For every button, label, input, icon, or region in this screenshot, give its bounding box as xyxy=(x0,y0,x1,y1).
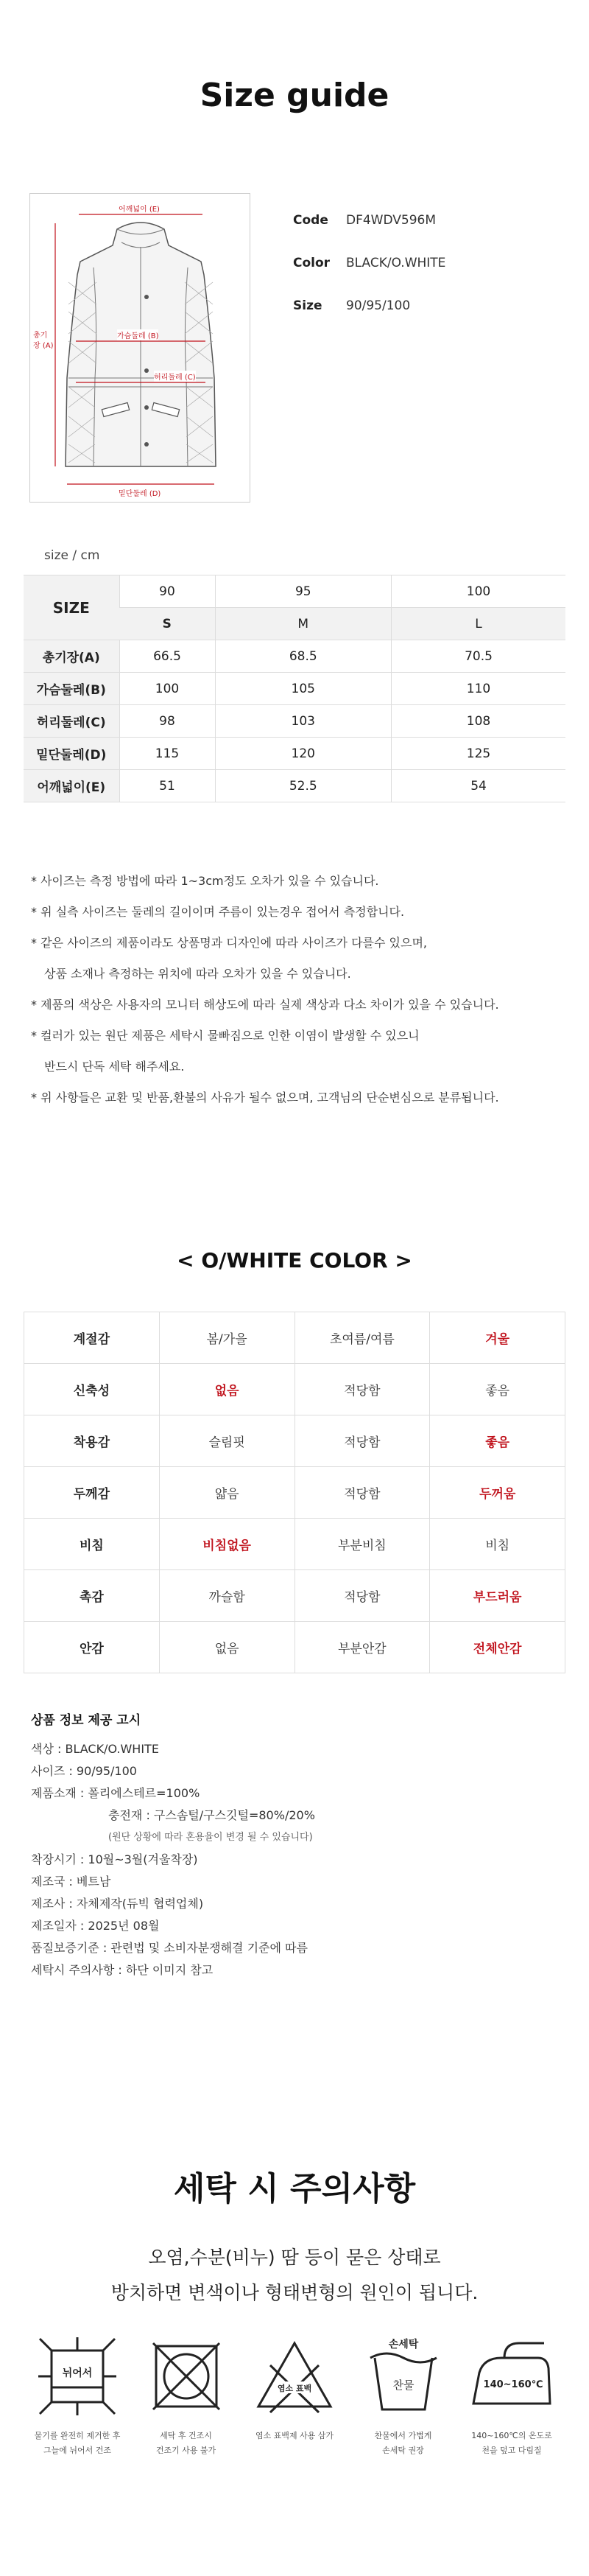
fabric-attributes-table xyxy=(24,1312,565,1673)
cell: 54 xyxy=(392,770,565,802)
size-header: SIZE xyxy=(24,575,119,640)
info-title: 상품 정보 제공 고시 xyxy=(31,1713,141,1728)
caption-line: 염소 표백제 사용 삼가 xyxy=(255,2431,334,2440)
care-item xyxy=(464,2336,560,2458)
attribute-option-selected: 비침없음 xyxy=(159,1519,294,1570)
size-letter: M xyxy=(215,608,392,640)
table-row xyxy=(24,1622,565,1673)
care-icons xyxy=(29,2336,560,2458)
dry-flat-icon xyxy=(37,2336,118,2417)
info-line: 착장시기 : 10월~3월(겨울착장) xyxy=(31,1852,198,1866)
attribute-option-selected: 좋음 xyxy=(430,1415,565,1467)
cell: 66.5 xyxy=(119,640,215,673)
wash-subtitle-line: 오염,수분(비누) 땀 등이 묻은 상태로 xyxy=(148,2247,441,2268)
note-line: * 위 사항들은 교환 및 반품,환불의 사유가 될수 없으며, 고객님의 단순변심으로 분류됩니다. xyxy=(31,1091,499,1105)
cell: 103 xyxy=(215,705,392,738)
note-line: 상품 소재나 측정하는 위치에 따라 오차가 있을 수 있습니다. xyxy=(44,967,351,981)
attribute-option: 적당함 xyxy=(294,1415,430,1467)
cell: 120 xyxy=(215,738,392,770)
size-table xyxy=(24,575,565,802)
table-row xyxy=(24,738,565,770)
spec-size xyxy=(293,293,445,318)
info-line: 사이즈 : 90/95/100 xyxy=(31,1764,137,1778)
care-item xyxy=(29,2336,125,2458)
table-row xyxy=(24,640,565,673)
attribute-option: 얇음 xyxy=(159,1467,294,1519)
vest-illustration xyxy=(30,194,251,503)
wash-subtitle-line: 방치하면 변색이나 형태변형의 원인이 됩니다. xyxy=(110,2282,479,2303)
attribute-label: 계절감 xyxy=(24,1312,160,1364)
cell: 52.5 xyxy=(215,770,392,802)
attribute-label: 신축성 xyxy=(24,1364,160,1415)
color-section-title: < O/WHITE COLOR > xyxy=(177,1248,412,1273)
spec-value: DF4WDV596M xyxy=(346,213,437,228)
icon-caption xyxy=(247,2429,342,2443)
wash-title: 세탁 시 주의사항 xyxy=(173,2170,416,2208)
row-label: 총기장(A) xyxy=(24,640,119,673)
info-fill-line: 충전재 : 구스솜털/구스깃털=80%/20% xyxy=(108,1808,315,1822)
icon-text: 뉘어서 xyxy=(62,2367,93,2379)
caption-line: 그늘에 뉘어서 건조 xyxy=(43,2446,111,2455)
attribute-option-selected: 전체안감 xyxy=(430,1622,565,1673)
note-line: 반드시 단독 세탁 해주세요. xyxy=(44,1060,185,1074)
attribute-option: 까슬함 xyxy=(159,1570,294,1622)
size-number: 95 xyxy=(215,575,392,608)
no-bleach-icon xyxy=(254,2336,335,2417)
label-length: 총기장 (A) xyxy=(33,332,54,350)
attribute-option: 비침 xyxy=(430,1519,565,1570)
cell: 98 xyxy=(119,705,215,738)
attribute-option-selected: 겨울 xyxy=(430,1312,565,1364)
spec-key: Code xyxy=(293,213,328,228)
product-info-notice xyxy=(31,1709,315,1981)
table-row xyxy=(24,1519,565,1570)
attribute-option: 봄/가을 xyxy=(159,1312,294,1364)
info-line: 색상 : BLACK/O.WHITE xyxy=(31,1742,159,1756)
attribute-option: 부분안감 xyxy=(294,1622,430,1673)
cell: 70.5 xyxy=(392,640,565,673)
label-chest: 가슴둘레 (B) xyxy=(117,329,158,340)
icon-text: 손세탁 xyxy=(388,2339,418,2351)
table-row xyxy=(24,1467,565,1519)
size-notes xyxy=(31,866,499,1113)
icon-text: 염소 표백 xyxy=(277,2384,312,2393)
label-hem: 밑단둘레 (D) xyxy=(119,490,161,498)
iron-icon xyxy=(468,2336,556,2417)
icon-text-secondary: 찬물 xyxy=(392,2379,414,2392)
table-row xyxy=(24,1415,565,1467)
icon-caption xyxy=(138,2429,234,2458)
size-letter: S xyxy=(119,608,215,640)
cell: 108 xyxy=(392,705,565,738)
attribute-label: 비침 xyxy=(24,1519,160,1570)
note-line: * 같은 사이즈의 제품이라도 상품명과 디자인에 따라 사이즈가 다를수 있으며, xyxy=(31,936,427,950)
attribute-label: 안감 xyxy=(24,1622,160,1673)
wash-subtitle xyxy=(0,2240,589,2311)
product-specs xyxy=(293,208,445,336)
info-line: 제조일자 : 2025년 08월 xyxy=(31,1919,160,1933)
table-row xyxy=(24,705,565,738)
attribute-label: 착용감 xyxy=(24,1415,160,1467)
spec-value: 90/95/100 xyxy=(346,298,411,313)
care-item xyxy=(247,2336,342,2458)
cell: 51 xyxy=(119,770,215,802)
caption-line: 찬물에서 가볍게 xyxy=(374,2431,432,2440)
attribute-option: 적당함 xyxy=(294,1467,430,1519)
care-item xyxy=(138,2336,234,2458)
attribute-option-selected: 부드러움 xyxy=(430,1570,565,1622)
size-letter: L xyxy=(392,608,565,640)
cell: 115 xyxy=(119,738,215,770)
care-item xyxy=(356,2336,451,2458)
row-label: 허리둘레(C) xyxy=(24,705,119,738)
table-row xyxy=(24,1312,565,1364)
cell: 110 xyxy=(392,673,565,705)
spec-value: BLACK/O.WHITE xyxy=(346,256,446,270)
note-line: * 사이즈는 측정 방법에 따라 1~3cm정도 오차가 있을 수 있습니다. xyxy=(31,874,379,888)
cell: 125 xyxy=(392,738,565,770)
spec-color xyxy=(293,251,445,276)
attribute-option: 적당함 xyxy=(294,1364,430,1415)
caption-line: 물기를 완전히 제거한 후 xyxy=(34,2431,121,2440)
attribute-option: 부분비침 xyxy=(294,1519,430,1570)
attribute-label: 두께감 xyxy=(24,1467,160,1519)
size-number: 100 xyxy=(392,575,565,608)
cell: 105 xyxy=(215,673,392,705)
icon-caption xyxy=(464,2429,560,2458)
spec-key: Size xyxy=(293,298,322,313)
table-row xyxy=(24,770,565,802)
info-line: 제조사 : 자체제작(듀빅 협력업체) xyxy=(31,1897,204,1911)
caption-line: 손세탁 권장 xyxy=(382,2446,424,2455)
no-tumble-dry-icon xyxy=(146,2336,227,2417)
label-waist: 허리둘레 (C) xyxy=(154,371,196,382)
table-row xyxy=(24,673,565,705)
info-line: 세탁시 주의사항 : 하단 이미지 참고 xyxy=(31,1963,214,1977)
table-row xyxy=(24,1364,565,1415)
row-label: 어깨넓이(E) xyxy=(24,770,119,802)
caption-line: 세탁 후 건조시 xyxy=(160,2431,212,2440)
note-line: * 컬러가 있는 원단 제품은 세탁시 물빠짐으로 인한 이염이 발생할 수 있으니 xyxy=(31,1029,420,1043)
cell: 68.5 xyxy=(215,640,392,673)
attribute-label: 촉감 xyxy=(24,1570,160,1622)
page-title: Size guide xyxy=(200,77,389,114)
attribute-option: 좋음 xyxy=(430,1364,565,1415)
attribute-option-selected: 두꺼움 xyxy=(430,1467,565,1519)
label-shoulder: 어깨넓이 (E) xyxy=(119,206,160,214)
attribute-option: 없음 xyxy=(159,1622,294,1673)
row-label: 밑단둘레(D) xyxy=(24,738,119,770)
caption-line: 천을 덮고 다림질 xyxy=(482,2446,542,2455)
attribute-option: 적당함 xyxy=(294,1570,430,1622)
size-number: 90 xyxy=(119,575,215,608)
note-line: * 제품의 색상은 사용자의 모니터 해상도에 따라 실제 색상과 다소 차이가 있을 수 있습니다. xyxy=(31,998,499,1012)
note-line: * 위 실측 사이즈는 둘레의 길이이며 주름이 있는경우 접어서 측정합니다. xyxy=(31,905,405,919)
icon-caption xyxy=(29,2429,125,2458)
spec-code xyxy=(293,208,445,233)
product-measurement-figure xyxy=(29,193,250,503)
info-line: 제조국 : 베트남 xyxy=(31,1875,111,1889)
caption-line: 건조기 사용 불가 xyxy=(155,2446,216,2455)
attribute-option: 슬림핏 xyxy=(159,1415,294,1467)
info-line: 제품소재 : 폴리에스테르=100% xyxy=(31,1786,200,1800)
info-fill-note: (원단 상황에 따라 혼용율이 변경 될 수 있습니다) xyxy=(108,1832,313,1843)
unit-label: size / cm xyxy=(44,548,100,563)
attribute-option: 초여름/여름 xyxy=(294,1312,430,1364)
spec-key: Color xyxy=(293,256,331,270)
attribute-option-selected: 없음 xyxy=(159,1364,294,1415)
icon-text: 140~160℃ xyxy=(483,2379,543,2390)
info-line: 품질보증기준 : 관련법 및 소비자분쟁해결 기준에 따름 xyxy=(31,1941,308,1955)
table-row xyxy=(24,1570,565,1622)
caption-line: 140~160℃의 온도로 xyxy=(471,2431,552,2440)
size-header-row xyxy=(24,575,565,608)
icon-caption xyxy=(356,2429,451,2458)
hand-wash-icon xyxy=(363,2336,444,2417)
cell: 100 xyxy=(119,673,215,705)
row-label: 가슴둘레(B) xyxy=(24,673,119,705)
